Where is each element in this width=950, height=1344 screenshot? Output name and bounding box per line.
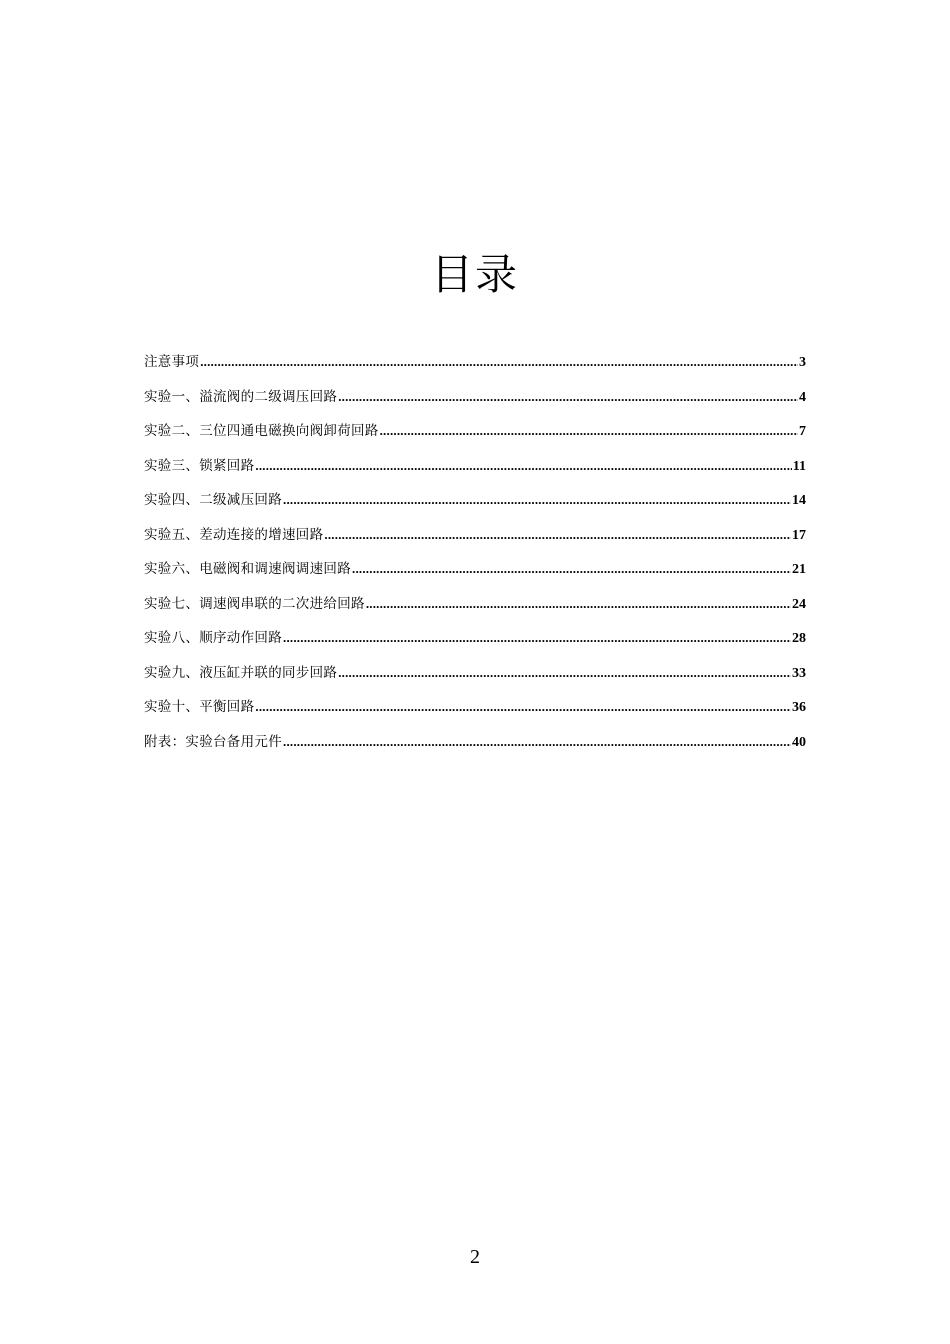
dot-leader	[366, 594, 791, 614]
toc-entry-label: 实验四、二级减压回路	[144, 492, 282, 508]
toc-entry-page: 7	[799, 424, 806, 439]
toc-entry[interactable]	[144, 490, 806, 525]
toc-entry[interactable]	[144, 525, 806, 560]
toc-entry-label: 实验七、调速阀串联的二次进给回路	[144, 595, 365, 612]
toc-entry-page: 40	[792, 734, 806, 750]
toc-entry[interactable]	[144, 352, 806, 387]
toc-entry[interactable]	[144, 628, 806, 663]
toc-entry-label: 实验三、锁紧回路	[144, 457, 255, 474]
dot-leader	[324, 525, 791, 545]
dot-leader	[200, 352, 798, 372]
toc-entry[interactable]	[144, 732, 806, 767]
toc-entry-label: 实验二、三位四通电磁换向阀卸荷回路	[144, 423, 379, 439]
toc-entry-label: 实验一、溢流阀的二级调压回路	[144, 388, 338, 405]
toc-entry-page: 36	[792, 700, 806, 715]
dot-leader	[255, 697, 791, 717]
toc-entry[interactable]	[144, 387, 806, 422]
toc-entry-label: 注意事项	[144, 354, 200, 370]
toc-entry[interactable]	[144, 559, 806, 594]
toc-entry-page: 28	[792, 631, 806, 646]
dot-leader	[380, 421, 798, 441]
toc-entry[interactable]	[144, 697, 806, 732]
toc-entry-page: 21	[792, 562, 806, 577]
toc-entry-label: 实验六、电磁阀和调速阀调速回路	[144, 561, 351, 577]
dot-leader	[283, 732, 791, 752]
dot-leader	[352, 559, 791, 579]
dot-leader	[255, 456, 791, 476]
toc-entry-label: 附表：实验台备用元件	[144, 733, 282, 750]
toc-entry-page: 24	[792, 596, 806, 612]
toc-entry-label: 实验九、液压缸并联的同步回路	[144, 664, 338, 681]
toc-entry-page: 11	[792, 458, 806, 474]
table-of-contents	[144, 352, 806, 766]
toc-entry-label: 实验十、平衡回路	[144, 699, 255, 715]
toc-entry-label: 实验八、顺序动作回路	[144, 630, 282, 646]
toc-entry-label: 实验五、差动连接的增速回路	[144, 526, 324, 543]
toc-entry-page: 4	[799, 389, 806, 405]
toc-entry[interactable]	[144, 594, 806, 629]
page-number: 2	[470, 1246, 480, 1268]
toc-entry-page: 3	[799, 355, 806, 370]
dot-leader	[283, 628, 791, 648]
toc-entry[interactable]	[144, 663, 806, 698]
toc-entry-page: 17	[792, 527, 806, 543]
dot-leader	[338, 663, 791, 683]
toc-entry[interactable]	[144, 421, 806, 456]
toc-entry[interactable]	[144, 456, 806, 491]
toc-entry-page: 33	[792, 665, 806, 681]
toc-entry-page: 14	[792, 493, 806, 508]
page-title: 目录	[430, 250, 519, 299]
dot-leader	[338, 387, 798, 407]
dot-leader	[283, 490, 791, 510]
